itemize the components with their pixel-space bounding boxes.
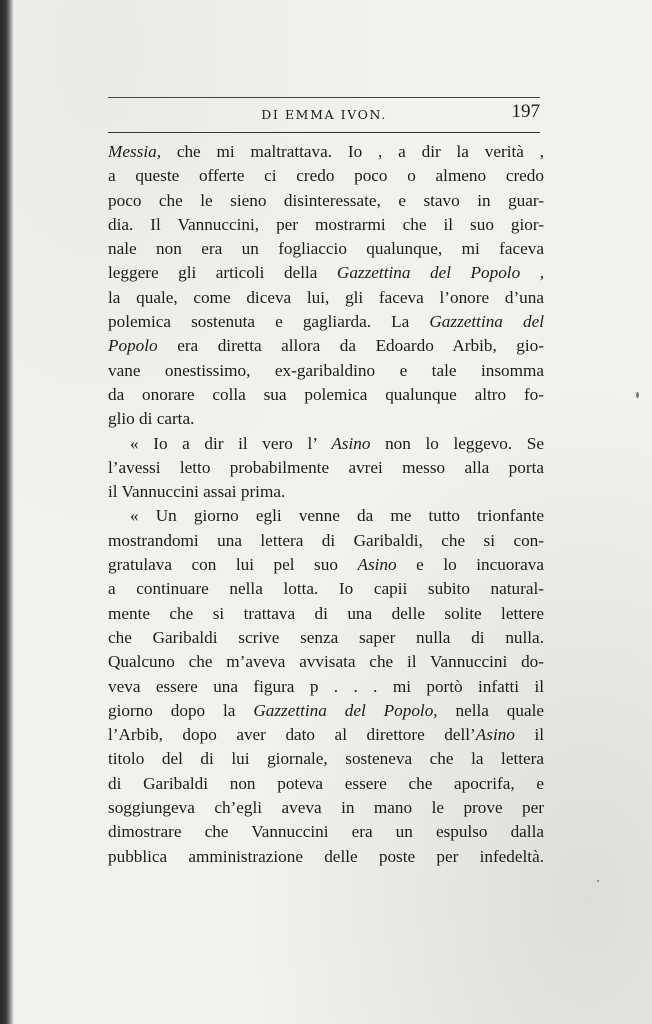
italic-text-segment: Asino xyxy=(331,433,371,453)
text-segment: veva essere una figura p . . . mi portò infatti il xyxy=(108,676,544,696)
text-segment: leggere gli articoli della xyxy=(108,263,337,283)
text-line xyxy=(108,359,544,383)
text-segment: poco che le sieno disinteressate, e stavo in guar- xyxy=(108,190,544,210)
text-segment: a continuare nella lotta. Io capii subito natural- xyxy=(108,579,544,599)
text-line xyxy=(108,723,544,747)
text-segment: era diretta allora da Edoardo Arbib, gio- xyxy=(157,336,544,356)
text-line xyxy=(108,675,544,699)
text-segment: titolo del di lui giornale, sosteneva che la lettera xyxy=(108,749,544,769)
text-line xyxy=(108,820,544,844)
text-segment: soggiungeva ch’egli aveva in mano le prove per xyxy=(108,798,544,818)
text-line xyxy=(108,553,544,577)
text-segment: « Un giorno egli venne da me tutto trionfante xyxy=(130,506,544,526)
text-segment: glio di carta. xyxy=(108,409,195,429)
header-bottom-rule xyxy=(108,132,540,133)
text-line xyxy=(108,164,544,188)
text-line xyxy=(108,796,544,820)
text-segment: mostrandomi una lettera di Garibaldi, che si con- xyxy=(108,530,544,550)
italic-text-segment: Asino xyxy=(357,555,397,575)
text-line xyxy=(108,699,544,723)
italic-text-segment: Gazzettina del Popolo, xyxy=(253,700,438,720)
text-line xyxy=(108,261,544,285)
text-line xyxy=(108,432,544,456)
text-segment: l’Arbib, dopo aver dato al direttore dell’ xyxy=(108,725,476,745)
text-segment: non lo leggevo. Se xyxy=(370,433,544,453)
text-segment: il xyxy=(514,725,544,745)
text-line xyxy=(108,213,544,237)
text-segment: dia. Il Vannuccini, per mostrarmi che il suo gior- xyxy=(108,214,544,234)
text-segment: la quale, come diceva lui, gli faceva l’onore d’una xyxy=(108,287,544,307)
text-segment: che mi maltrattava. Io , a dir la verità , xyxy=(161,142,544,161)
italic-text-segment: Gazzettina del Popolo , xyxy=(336,263,544,283)
text-segment: Qualcuno che m’aveva avvisata che il Vannuccini do- xyxy=(108,652,544,672)
text-line xyxy=(108,772,544,796)
text-segment: di Garibaldi non poteva essere che apocrifa, e xyxy=(108,773,544,793)
italic-text-segment: Gazzettina del xyxy=(429,312,544,332)
text-line xyxy=(108,504,544,528)
text-segment: mente che si trattava di una delle solite lettere xyxy=(108,603,544,623)
text-line xyxy=(108,845,544,869)
text-segment: il Vannuccini assai prima. xyxy=(108,482,286,502)
text-segment: « Io a dir il vero l’ xyxy=(130,433,332,453)
text-segment: gratulava con lui pel suo xyxy=(108,555,358,575)
running-head: DI EMMA IVON. xyxy=(261,107,387,122)
text-segment: l’avessi letto probabilmente avrei messo alla porta xyxy=(108,457,544,477)
text-line xyxy=(108,189,544,213)
text-line xyxy=(108,140,544,164)
text-segment: dimostrare che Vannuccini era un espulso dalla xyxy=(108,822,544,842)
text-line xyxy=(108,310,544,334)
text-line xyxy=(108,626,544,650)
text-segment: e lo incuorava xyxy=(396,555,544,575)
body-text xyxy=(108,140,544,869)
text-line xyxy=(108,334,544,358)
text-segment: pubblica amministrazione delle poste per infedeltà. xyxy=(108,846,544,866)
text-line xyxy=(108,529,544,553)
ink-speck xyxy=(636,392,639,398)
text-line xyxy=(108,577,544,601)
italic-text-segment: Popolo xyxy=(108,336,158,356)
italic-text-segment: Messia, xyxy=(108,142,161,161)
text-line xyxy=(108,456,544,480)
text-segment: polemica sostenuta e gagliarda. La xyxy=(108,312,430,332)
text-segment: giorno dopo la xyxy=(108,700,254,720)
text-line xyxy=(108,747,544,771)
page-header xyxy=(108,95,540,137)
text-segment: nella quale xyxy=(437,700,544,720)
page-binding-edge xyxy=(0,0,14,1024)
text-line xyxy=(108,407,544,431)
text-line xyxy=(108,602,544,626)
text-segment: nale non era un fogliaccio qualunque, mi faceva xyxy=(108,239,544,259)
text-line xyxy=(108,650,544,674)
text-line xyxy=(108,383,544,407)
ink-speck xyxy=(597,880,599,882)
page-number: 197 xyxy=(511,101,540,122)
text-segment: a queste offerte ci credo poco o almeno credo xyxy=(108,166,544,186)
text-segment: da onorare colla sua polemica qualunque altro fo- xyxy=(108,384,544,404)
text-line xyxy=(108,480,544,504)
header-top-rule xyxy=(108,97,540,98)
text-line xyxy=(108,286,544,310)
text-line xyxy=(108,237,544,261)
italic-text-segment: Asino xyxy=(475,725,515,745)
text-segment: vane onestissimo, ex-garibaldino e tale insomma xyxy=(108,360,544,380)
text-segment: che Garibaldi scrive senza saper nulla di nulla. xyxy=(108,627,544,647)
